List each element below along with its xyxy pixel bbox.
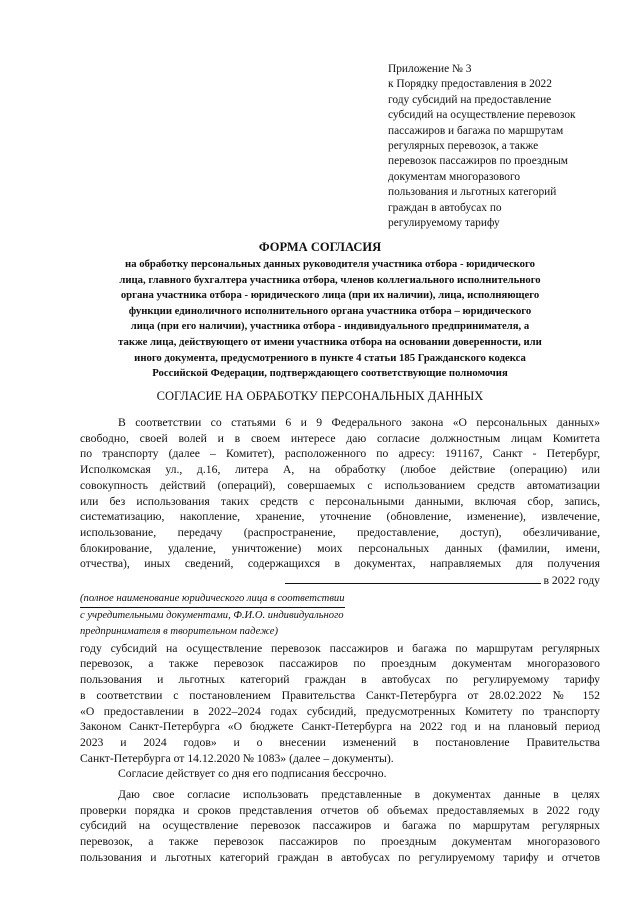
appendix-line: пользования и льготных категорий xyxy=(388,186,557,199)
hint-line: с учредительными документами, Ф.И.О. индивидуального xyxy=(80,609,344,621)
paragraph-line: Исполкомская ул., д.16, литера А, на обработку (любое действие (операцию) или xyxy=(80,463,600,477)
form-title: ФОРМА СОГЛАСИЯ xyxy=(258,240,382,254)
subtitle-line: лица (при его наличии), участника отбора - индивидуального предпринимателя, а xyxy=(130,320,530,333)
appendix-block xyxy=(388,62,618,231)
paragraph-line: проверки порядка и сроков представления отчетов об объемах предоставляемых в 2022 году xyxy=(80,803,600,817)
appendix-line: к Порядку предоставления в 2022 xyxy=(388,78,552,91)
paragraph-line: пользования и льготных категорий граждан в автобусах по регулируемому тарифу и отчетов xyxy=(80,850,600,864)
paragraph-line: пользования и льготных категорий граждан в автобусах по регулируемому тарифу xyxy=(80,673,600,687)
blank-field-hint xyxy=(80,591,600,640)
paragraph-line: использование, передачу (распространение, предоставление, доступ), обезличивание, xyxy=(80,525,600,539)
subtitle-line: на обработку персональных данных руководителя участника отбора - юридического xyxy=(125,258,535,270)
appendix-line: Приложение № 3 xyxy=(388,63,472,75)
appendix-line: регулярных перевозок, а также xyxy=(388,140,539,153)
subtitle-line: иного документа, предусмотрениого в пункте 4 статьи 185 Гражданского кодекса xyxy=(134,351,526,364)
subtitle-line: лица, главного бухгалтера участника отбора, членов коллегиального исполнительного xyxy=(119,273,541,286)
form-subtitle xyxy=(60,257,600,382)
appendix-line: документам многоразового xyxy=(388,170,521,183)
paragraph-line: 2023 и 2024 годов» и о внесении изменений в постановление Правительства xyxy=(80,735,600,749)
paragraph-line: Даю свое согласие использовать представленные в документах данные в целях xyxy=(118,788,600,802)
appendix-line: регулируемому тарифу xyxy=(388,217,500,230)
appendix-line: перевозок пассажиров по проездным xyxy=(388,155,568,168)
paragraph-line: перевозок, а также перевозок пассажиров по проездным документам многоразового xyxy=(80,657,600,671)
subtitle-line: органа участника отбора - юридического лица (при их наличии), лица, исполняющего xyxy=(120,289,540,302)
appendix-line: граждан в автобусах по xyxy=(388,201,502,214)
paragraph-line: свободно, своей волей и в своем интересе даю согласие должностным лицам Комитета xyxy=(80,431,600,445)
paragraph-line: блокирование, удаление, уничтожение) моих персональных данных (фамилии, имени, xyxy=(80,541,600,555)
paragraph-line: или без использования таких средств с персональными данными, включая сбор, запись, xyxy=(80,494,600,508)
paragraph-line: совокупность действий (операций), совершаемых с использованием средств автоматизации xyxy=(80,478,600,492)
paragraph-line: «О предоставлении в 2022–2024 годах субсидий, предусмотренных Комитету по транспорту xyxy=(80,704,600,718)
paragraph-line: по транспорту (далее – Комитет), расположенного по адресу: 191167, Санкт - Петербург, xyxy=(80,447,600,461)
paragraph-line: отчества), иных сведений, содержащихся в документах, направляемых для получения xyxy=(80,557,600,571)
paragraph-line: систематизацию, накопление, хранение, уточнение (обновление, изменение), извлечение, xyxy=(80,510,600,524)
consent-heading: СОГЛАСИЕ НА ОБРАБОТКУ ПЕРСОНАЛЬНЫХ ДАННЫХ xyxy=(156,389,484,403)
subtitle-line: Российской Федерации, подтверждающего соответствующие полномочия xyxy=(152,367,508,380)
hint-line: предпринимателя в творительном падеже) xyxy=(80,625,278,637)
paragraph-line: Санкт-Петербурга от 14.12.2020 № 1083» (далее – документы). xyxy=(80,751,394,765)
appendix-line: субсидий на осуществление перевозок xyxy=(388,109,576,122)
hint-line: (полное наименование юридического лица в соответствии xyxy=(80,591,345,608)
paragraph-line: в соответствии с постановлением Правительства Санкт-Петербурга от 28.02.2022 № 152 xyxy=(80,688,600,702)
paragraph-line: году субсидий на осуществление перевозок пассажиров и багажа по маршрутам регулярных xyxy=(80,641,600,655)
appendix-line: пассажиров и багажа по маршрутам xyxy=(388,124,564,137)
consent-body xyxy=(80,415,600,866)
appendix-line: году субсидий на предоставление xyxy=(388,93,552,106)
fill-in-line xyxy=(80,572,600,589)
paragraph-line: перевозок, а также перевозок пассажиров по проездным документам многоразового xyxy=(80,835,600,849)
paragraph-line: Законом Санкт-Петербурга «О бюджете Санкт-Петербурга на 2022 год и на плановый период xyxy=(80,720,600,734)
blank-field[interactable] xyxy=(285,572,541,584)
subtitle-line: также лица, действующего от имени участника отбора на основании доверенности, или xyxy=(118,335,542,348)
blank-suffix: в 2022 году xyxy=(543,574,600,588)
paragraph-line: субсидий на осуществление перевозок пассажиров и багажа по маршрутам регулярных xyxy=(80,819,600,833)
validity-line: Согласие действует со дня его подписания бессрочно. xyxy=(118,767,387,781)
subtitle-line: функции единоличного исполнительного органа участника отбора – юридического xyxy=(128,304,532,317)
paragraph-line: В соответствии со статьями 6 и 9 Федерального закона «О персональных данных» xyxy=(118,416,600,429)
